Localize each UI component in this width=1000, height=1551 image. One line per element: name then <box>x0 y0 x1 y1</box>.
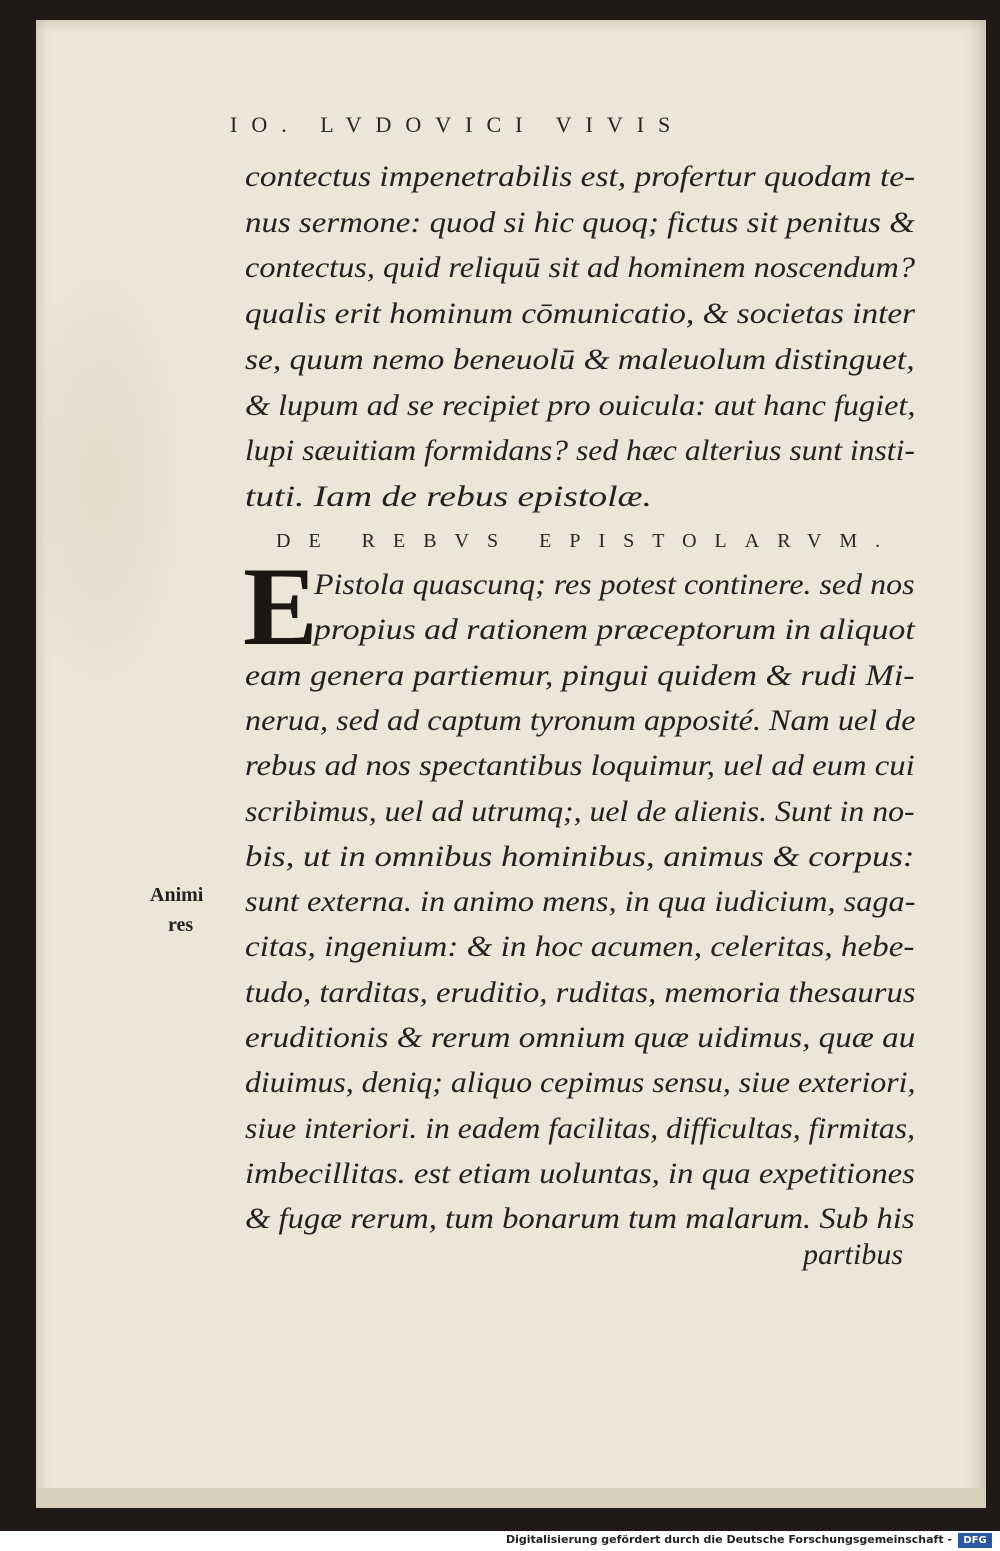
text-line: citas, ingenium: & in hoc acumen, celeritas, hebe- <box>245 930 915 964</box>
text-line: contectus, quid reliquū sit ad hominem noscendum? <box>245 251 915 285</box>
text-line: siue interiori. in eadem facilitas, difficultas, firmitas, <box>245 1111 915 1145</box>
text-line: lupi sæuitiam formidans? sed hæc alterius sunt insti- <box>245 434 915 468</box>
footer-credit: Digitalisierung gefördert durch die Deutsche Forschungsgemeinschaft - <box>505 1533 952 1546</box>
text-line: scribimus, uel ad utrumq;, uel de alienis. Sunt in no- <box>245 794 915 828</box>
text-line: qualis erit hominum cōmunicatio, & societas inter <box>245 297 916 331</box>
text-line: tudo, tarditas, eruditio, ruditas, memoria thesaurus <box>245 975 916 1009</box>
text-line: & fugæ rerum, tum bonarum tum malarum. Sub his <box>245 1202 915 1236</box>
running-head: IO. LVDOVICI VIVIS <box>230 112 685 137</box>
text-line: nerua, sed ad captum tyronum apposité. Nam uel de <box>245 703 916 737</box>
text-line: & lupum ad se recipiet pro ouicula: aut hanc fugiet, <box>245 388 916 422</box>
catchword: partibus <box>803 1238 904 1271</box>
decorated-initial: E <box>243 545 318 669</box>
text-line: rebus ad nos spectantibus loquimur, uel ad eum cui <box>245 749 915 783</box>
text-line: eruditionis & rerum omnium quæ uidimus, quæ au <box>245 1021 916 1054</box>
text-line: imbecillitas. est etiam uoluntas, in qua expetitiones <box>245 1156 915 1190</box>
dfg-logo: DFG <box>958 1533 992 1548</box>
text-line: tuti. Iam de rebus epistolæ. <box>245 479 652 513</box>
text-line: diuimus, deniq; aliquo cepimus sensu, siue exteriori, <box>245 1066 916 1100</box>
paper-stain <box>40 250 190 710</box>
page-edge <box>36 1488 986 1508</box>
margin-note-line2: res <box>168 914 194 936</box>
text-line: eam genera partiemur, pingui quidem & rudi Mi- <box>245 658 915 692</box>
text-line: sunt externa. in animo mens, in qua iudicium, saga- <box>245 885 916 919</box>
section-heading: DE REBVS EPISTOLARVM. <box>276 530 899 552</box>
text-line: se, quum nemo beneuolū & maleuolum distinguet, <box>245 342 915 376</box>
text-line: Pistola quascunq; res potest continere. sed nos <box>314 568 915 601</box>
margin-note-line1: Animi <box>150 884 204 906</box>
text-line: propius ad rationem præceptorum in aliquot <box>314 613 915 647</box>
text-line: contectus impenetrabilis est, profertur quodam te- <box>245 160 916 193</box>
text-line: nus sermone: quod si hic quoq; fictus sit penitus & <box>245 205 915 239</box>
text-line: bis, ut in omnibus hominibus, animus & corpus: <box>245 839 915 873</box>
